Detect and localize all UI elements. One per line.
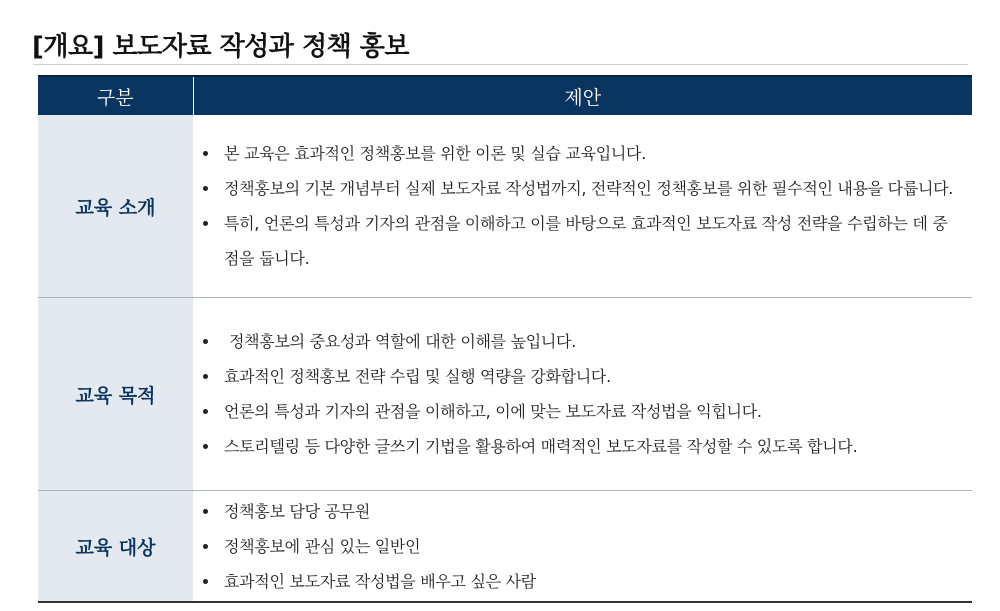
header-content: 제안	[193, 76, 972, 115]
header-category: 구분	[38, 76, 193, 115]
table-row-purpose	[38, 298, 972, 491]
list-item	[193, 324, 962, 359]
table-row-intro	[38, 115, 972, 298]
list-item-text: 본 교육은 효과적인 정책홍보를 위한 이론 및 실습 교육입니다.	[224, 144, 646, 163]
page-title: [개요] 보도자료 작성과 정책 홍보	[32, 32, 409, 63]
bullet-icon	[203, 544, 208, 549]
list-item	[193, 564, 962, 599]
content-cell-target	[193, 491, 972, 603]
list-item-text: 특히, 언론의 특성과 기자의 관점을 이해하고 이를 바탕으로 효과적인 보도자료 작성 전략을 수립하는 데 중점을 둡니다.	[224, 214, 948, 268]
list-item	[193, 359, 962, 394]
bullet-icon	[203, 151, 208, 156]
bullet-icon	[203, 374, 208, 379]
content-cell-intro	[193, 115, 972, 298]
list-item	[193, 494, 962, 529]
list-item-text: 정책홍보 담당 공무원	[224, 501, 370, 521]
bullet-list-target	[193, 494, 962, 599]
bullet-icon	[203, 409, 208, 414]
bullet-icon	[203, 186, 208, 191]
list-item	[193, 394, 962, 429]
list-item	[193, 171, 962, 206]
bullet-icon	[203, 579, 208, 584]
table-row-target	[38, 491, 972, 603]
bullet-icon	[203, 509, 208, 514]
table-header-row	[38, 76, 972, 115]
list-item-text: 정책홍보의 기본 개념부터 실제 보도자료 작성법까지, 전략적인 정책홍보를 위한 필수적인 내용을 다룹니다.	[224, 179, 954, 198]
list-item-text: 정책홍보의 중요성과 역할에 대한 이해를 높입니다.	[229, 332, 576, 351]
bullet-icon	[203, 444, 208, 449]
list-item	[193, 429, 962, 464]
list-item-text: 정책홍보에 관심 있는 일반인	[224, 536, 421, 556]
content-cell-purpose	[193, 298, 972, 491]
bullet-list-purpose	[193, 324, 962, 464]
list-item-text: 효과적인 정책홍보 전략 수립 및 실행 역량을 강화합니다.	[224, 367, 611, 386]
overview-table	[38, 75, 972, 603]
list-item	[193, 206, 962, 276]
list-item	[193, 136, 962, 171]
category-cell-intro: 교육 소개	[38, 115, 193, 298]
bullet-icon	[203, 221, 208, 226]
title-divider	[33, 64, 968, 65]
category-cell-purpose: 교육 목적	[38, 298, 193, 491]
category-cell-target: 교육 대상	[38, 491, 193, 603]
list-item	[193, 529, 962, 564]
bullet-icon	[203, 339, 208, 344]
list-item-text: 효과적인 보도자료 작성법을 배우고 싶은 사람	[224, 571, 536, 591]
list-item-text: 스토리텔링 등 다양한 글쓰기 기법을 활용하여 매력적인 보도자료를 작성할 수 있도록 합니다.	[224, 437, 858, 456]
bullet-list-intro	[193, 136, 962, 276]
list-item-text: 언론의 특성과 기자의 관점을 이해하고, 이에 맞는 보도자료 작성법을 익힙니다.	[224, 402, 762, 421]
